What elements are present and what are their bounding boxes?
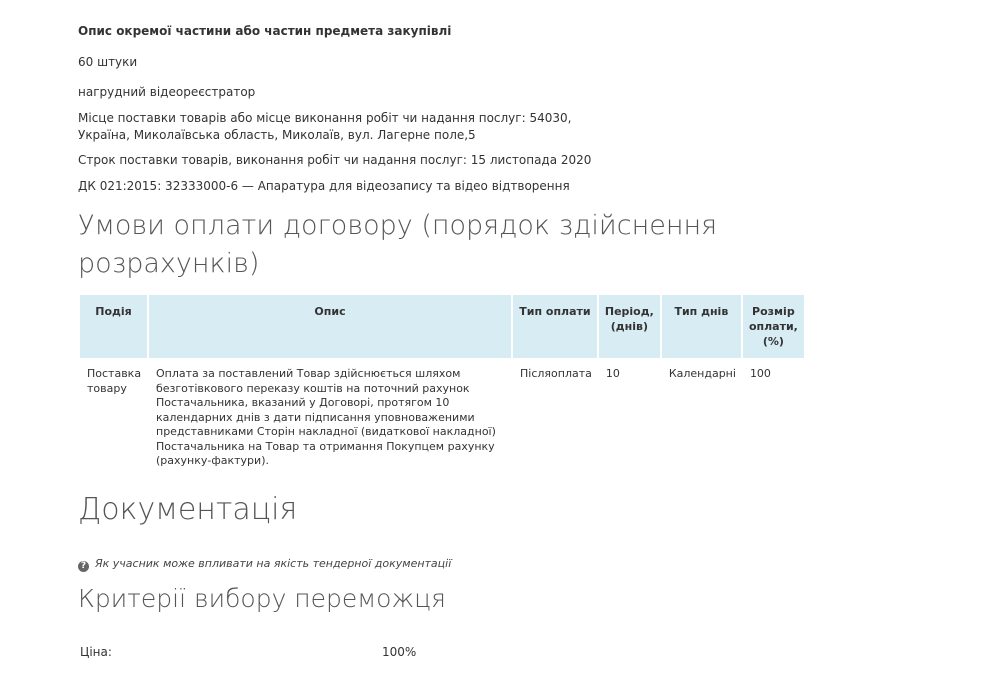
table-row — [80, 358, 806, 478]
delivery-term: Строк поставки товарів, виконання робіт чи надання послуг: 15 листопада 2020 — [78, 153, 592, 167]
documentation-heading: Документація — [78, 492, 298, 527]
lot-quantity: 60 штуки — [78, 55, 138, 69]
cell-period: 10 — [605, 367, 620, 380]
column-header-description: Опис — [149, 295, 513, 358]
column-header-percent: Розмір оплати, (%) — [743, 295, 806, 358]
lot-title: Опис окремої частини або частин предмета закупівлі — [78, 24, 452, 38]
cell-day-type: Календарні — [668, 367, 736, 380]
payment-terms-table — [80, 295, 806, 478]
delivery-place: Місце поставки товарів або місце виконання робіт чи надання послуг: 54030, Україна, Миколаївська область, Миколаїв, вул. Лагерне поле,5 — [78, 111, 572, 142]
column-header-payment-type: Тип оплати — [513, 295, 599, 358]
criteria-label: Ціна: — [80, 645, 112, 659]
cell-event: Поставка товару — [87, 367, 142, 395]
criteria-heading: Критерії вибору переможця — [78, 584, 446, 613]
documentation-hint-link[interactable] — [78, 557, 451, 572]
cpv-classification: ДК 021:2015: 32333000-6 — Апаратура для відеозапису та відео відтворення — [78, 179, 570, 193]
lot-item-name: нагрудний відеореєстратор — [78, 85, 256, 99]
question-circle-icon: ? — [78, 561, 89, 572]
criteria-value: 100% — [382, 645, 417, 659]
column-header-event: Подія — [80, 295, 149, 358]
column-header-period: Період, (днів) — [599, 295, 662, 358]
cell-percent: 100 — [749, 367, 771, 380]
cell-payment-type: Післяоплата — [520, 367, 592, 380]
payment-terms-heading: Умови оплати договору (порядок здійснення розрахунків) — [78, 210, 718, 279]
table-header-row — [80, 295, 806, 358]
documentation-hint-text: Як учасник може впливати на якість тендерної документації — [95, 557, 452, 570]
cell-description: Оплата за поставлений Товар здійснюється шляхом безготівкового переказу коштів на поточний рахунок Постачальника, вказаний у Договорі, протягом 10 календарних днів з дати підписання уповноваженими представниками Сторін накладної (видаткової накладної) Постачальника на Товар та отримання Покупцем рахунку (рахунку-фактури). — [156, 367, 496, 467]
column-header-day-type: Тип днів — [662, 295, 743, 358]
